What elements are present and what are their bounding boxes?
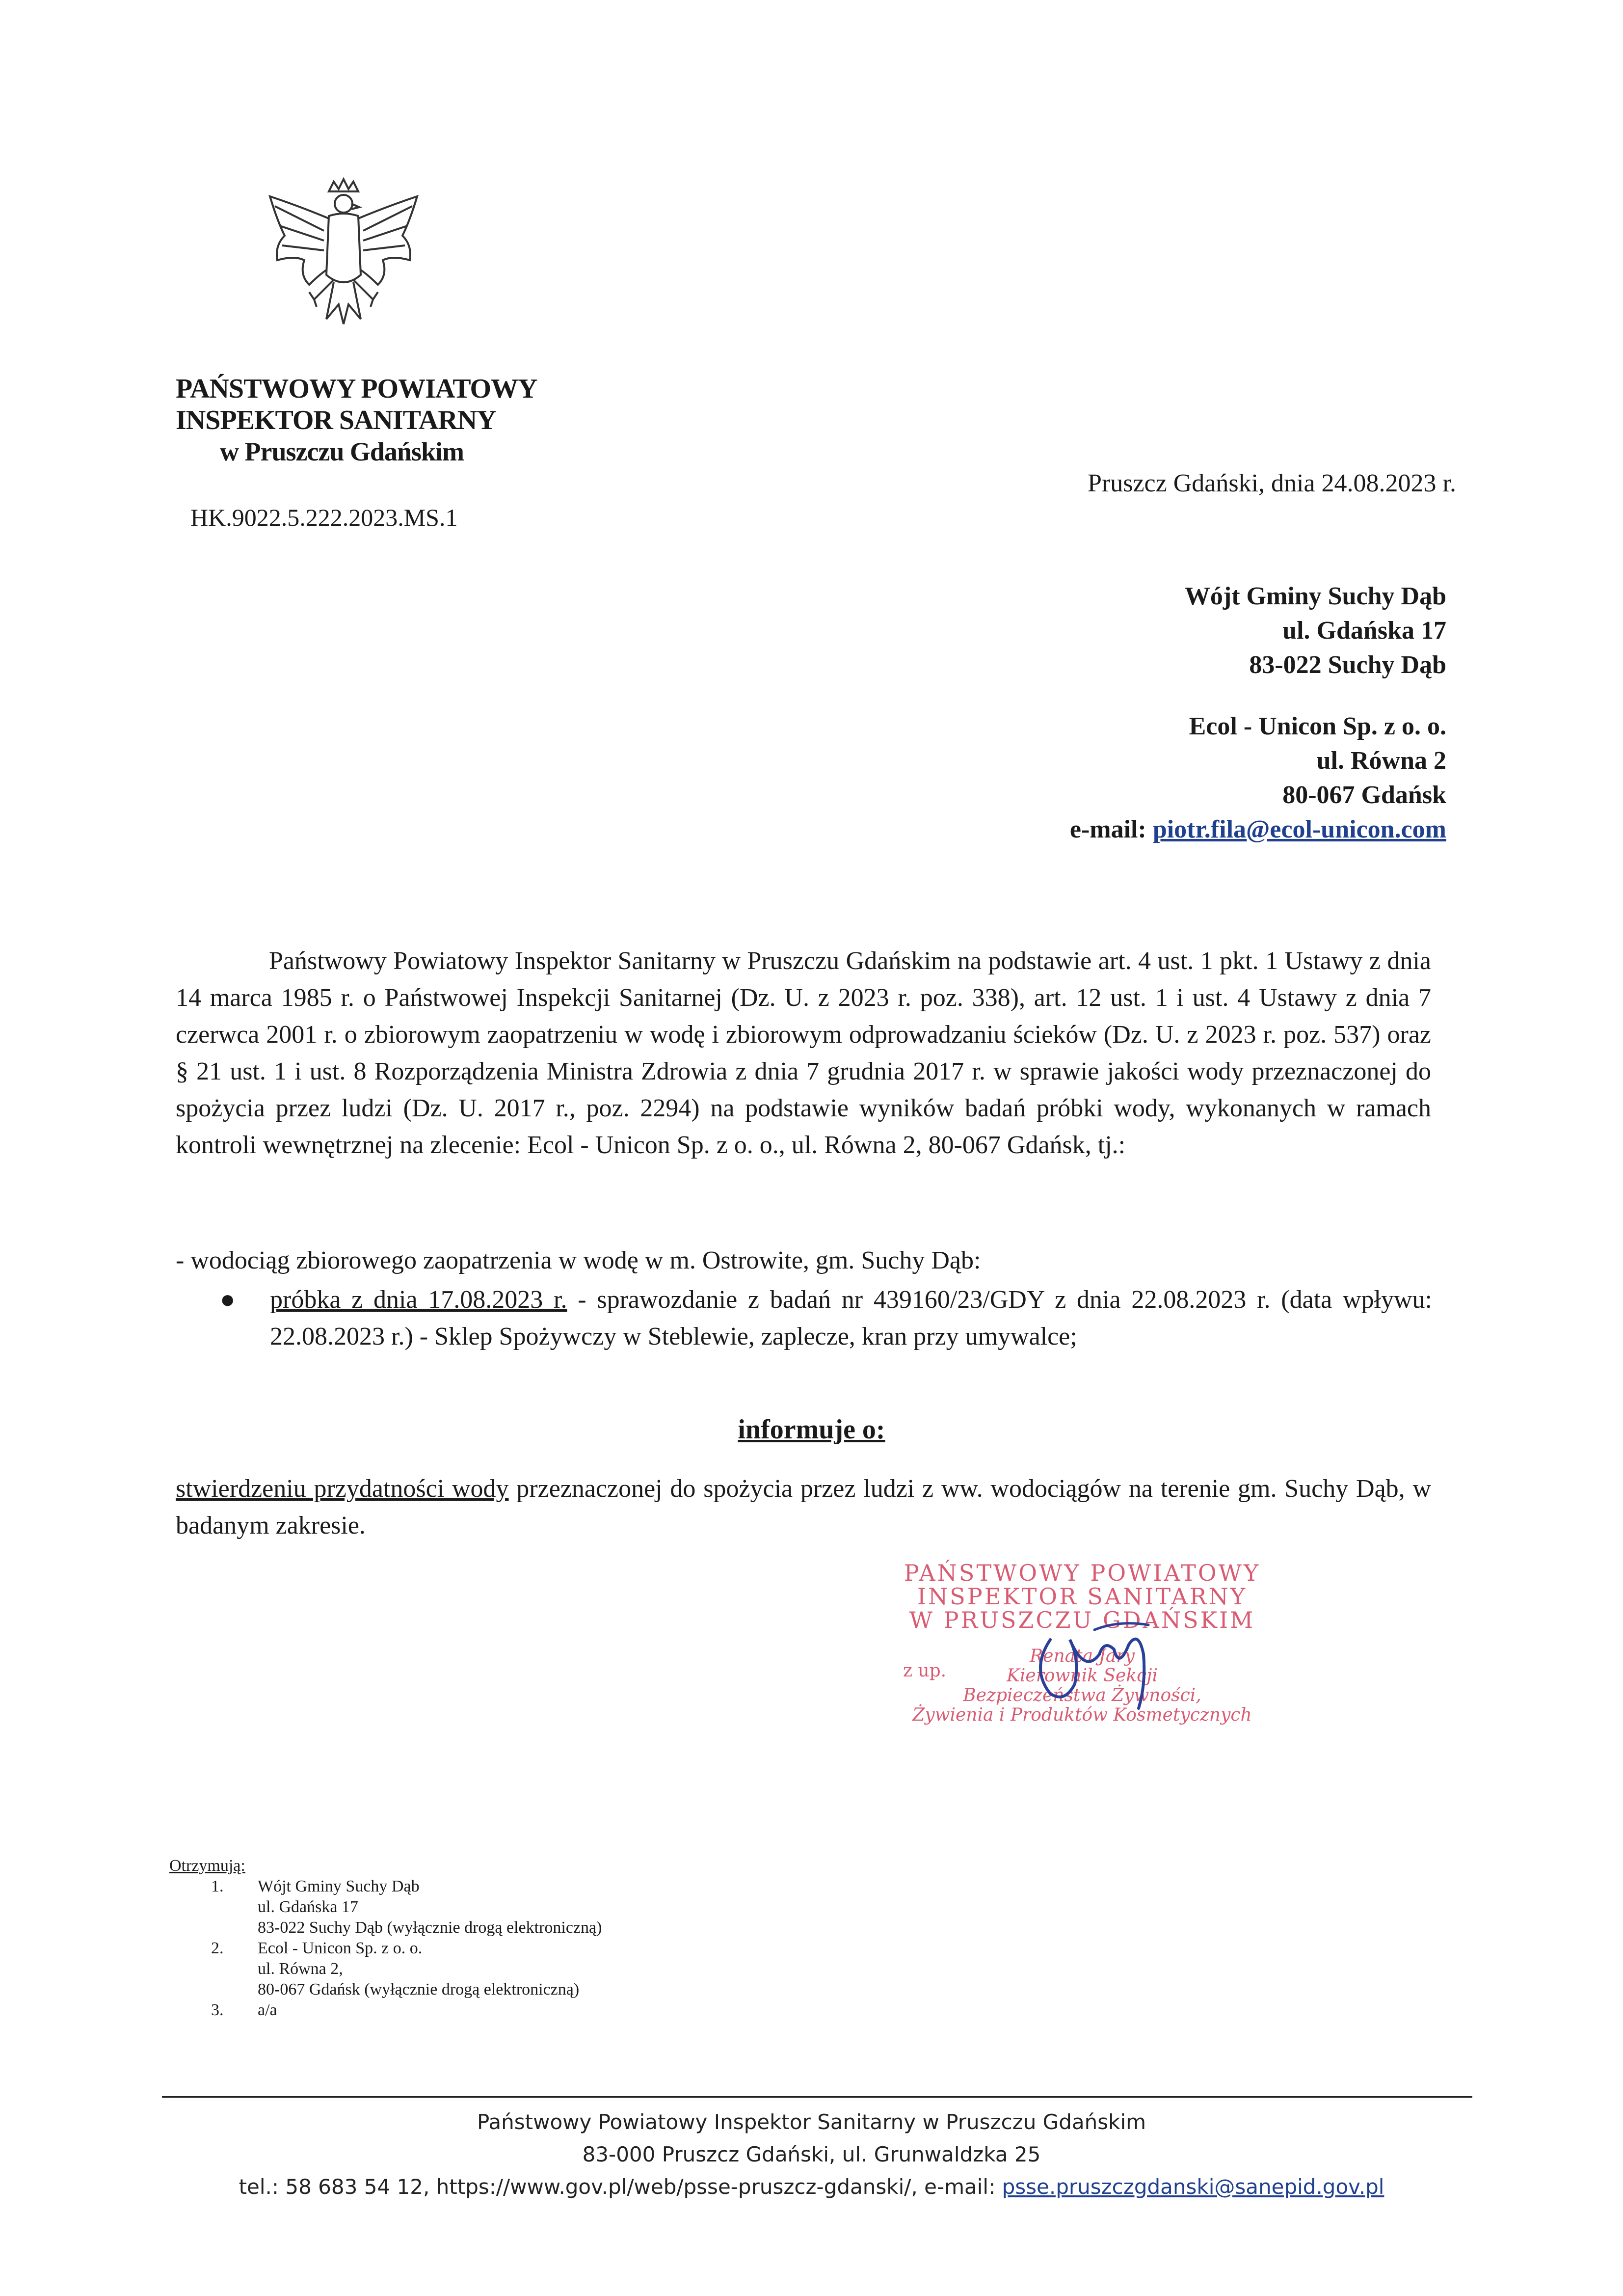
footer-divider <box>162 2096 1472 2098</box>
recipient-number: 2. <box>211 1939 224 1957</box>
issuer-line3: w Pruszczu Gdańskim <box>220 437 464 466</box>
inform-heading: informuje o: <box>738 1414 885 1445</box>
footer-contact: tel.: 58 683 54 12, https://www.gov.pl/web/psse-pruszcz-gdanski/, e-mail: <box>239 2175 1002 2199</box>
recipient-item <box>169 1876 602 1938</box>
issuer-line2: INSPEKTOR SANITARNY <box>176 405 496 435</box>
sample-date: próbka z dnia 17.08.2023 r. <box>270 1286 567 1314</box>
addressee-1-street: ul. Gdańska 17 <box>1282 617 1446 645</box>
stamp-line1: PAŃSTWOWY POWIATOWY <box>904 1560 1261 1586</box>
issuer-header <box>176 373 537 467</box>
recipient-number: 3. <box>211 2001 224 2019</box>
recipient-line: a/a <box>258 2001 277 2019</box>
handwritten-signature-icon <box>1021 1610 1188 1718</box>
recipient-number: 1. <box>211 1877 224 1895</box>
footer-line1: Państwowy Powiatowy Inspektor Sanitarny w Pruszczu Gdańskim <box>477 2110 1146 2134</box>
addressee-2 <box>1070 709 1446 847</box>
bullet-icon: ● <box>220 1286 236 1314</box>
stamp-line3: W PRUSZCZU GDAŃSKIM <box>909 1607 1255 1633</box>
paragraph-conclusion <box>176 1470 1431 1544</box>
addressee-1-city: 83-022 Suchy Dąb <box>1249 651 1446 679</box>
stamp-name: Renata Jary <box>1030 1646 1135 1666</box>
conclusion-rest: przeznaczonej do spożycia przez ludzi z ww. wodociągów na terenie gm. Suchy Dąb, w badanym zakresie. <box>176 1475 1431 1540</box>
eagle-emblem-icon <box>255 177 432 344</box>
footer-line3 <box>0 2171 1623 2203</box>
footer-email-link[interactable]: psse.pruszczgdanski@sanepid.gov.pl <box>1002 2175 1384 2199</box>
recipient-line: Wójt Gminy Suchy Dąb <box>258 1877 420 1895</box>
issuer-line1: PAŃSTWOWY POWIATOWY <box>176 374 537 404</box>
recipient-line: 83-022 Suchy Dąb (wyłącznie drogą elektroniczną) <box>258 1918 602 1937</box>
recipient-line: 80-067 Gdańsk (wyłącznie drogą elektroniczną) <box>258 1980 580 1999</box>
recipient-item <box>169 1938 602 2000</box>
addressee-2-email-row <box>1070 812 1446 847</box>
recipient-line: ul. Gdańska 17 <box>258 1898 358 1916</box>
footer-line2: 83-000 Pruszcz Gdański, ul. Grunwaldzka 25 <box>582 2142 1041 2166</box>
recipient-line: Ecol - Unicon Sp. z o. o. <box>258 1939 423 1957</box>
addressee-2-street: ul. Równa 2 <box>1316 747 1446 775</box>
sample-text <box>270 1281 1432 1355</box>
paragraph-legal-basis: Państwowy Powiatowy Inspektor Sanitarny w Pruszczu Gdańskim na podstawie art. 4 ust. 1 pkt. 1 Ustawy z dnia 14 marca 1985 r. o Państwowej Inspekcji Sanitarnej (Dz. U. z 2023 r. poz. 338), art. 12 ust. 1 i ust. 4 Ustawy z dnia 7 czerwca 2001 r. o zbiorowym zaopatrzeniu w wodę i zbiorowym odprowadzaniu ścieków (Dz. U. z 2023 r. poz. 537) oraz § 21 ust. 1 i ust. 8 Rozporządzenia Ministra Zdrowia z dnia 7 grudnia 2017 r. w sprawie jakości wody przeznaczonej do spożycia przez ludzi (Dz. U. 2017 r., poz. 2294) na podstawie wyników badań próbki wody, wykonanych w ramach kontroli wewnętrznej na zlecenie: Ecol - Unicon Sp. z o. o., ul. Równa 2, 80-067 Gdańsk, tj.: <box>176 947 1431 1159</box>
addressee-1-name: Wójt Gminy Suchy Dąb <box>1184 582 1446 610</box>
stamp-role2: Bezpieczeństwa Żywności, <box>963 1685 1201 1705</box>
conclusion-key: stwierdzeniu przydatności wody <box>176 1475 509 1503</box>
sample-list-item <box>220 1281 1432 1355</box>
paragraph-waterworks: - wodociąg zbiorowego zaopatrzenia w wodę w m. Ostrowite, gm. Suchy Dąb: <box>176 1246 981 1274</box>
recipients-heading: Otrzymują: <box>169 1857 245 1875</box>
email-label: e-mail: <box>1069 815 1146 843</box>
recipient-line: ul. Równa 2, <box>258 1960 343 1978</box>
stamp-line2: INSPEKTOR SANITARNY <box>917 1583 1248 1610</box>
recipient-item <box>169 2000 602 2021</box>
stamp-role3: Żywienia i Produktów Kosmetycznych <box>912 1705 1252 1725</box>
addressee-2-city: 80-067 Gdańsk <box>1282 781 1446 809</box>
addressee-1 <box>1185 579 1446 682</box>
addressee-2-email-link[interactable]: piotr.fila@ecol-unicon.com <box>1152 815 1446 843</box>
stamp-zup: z up. <box>903 1661 947 1681</box>
addressee-2-name: Ecol - Unicon Sp. z o. o. <box>1189 712 1446 740</box>
stamp-role1: Kierownik Sekcji <box>1007 1666 1158 1686</box>
reference-number: HK.9022.5.222.2023.MS.1 <box>190 504 458 531</box>
place-date: Pruszcz Gdański, dnia 24.08.2023 r. <box>1087 469 1456 497</box>
sample-details: - sprawozdanie z badań nr 439160/23/GDY z dnia 22.08.2023 r. (data wpływu: 22.08.2023 r.) - Sklep Spożywczy w Steblewie, zaplecze, kran przy umywalce; <box>270 1286 1432 1351</box>
recipients-list <box>169 1856 602 2021</box>
